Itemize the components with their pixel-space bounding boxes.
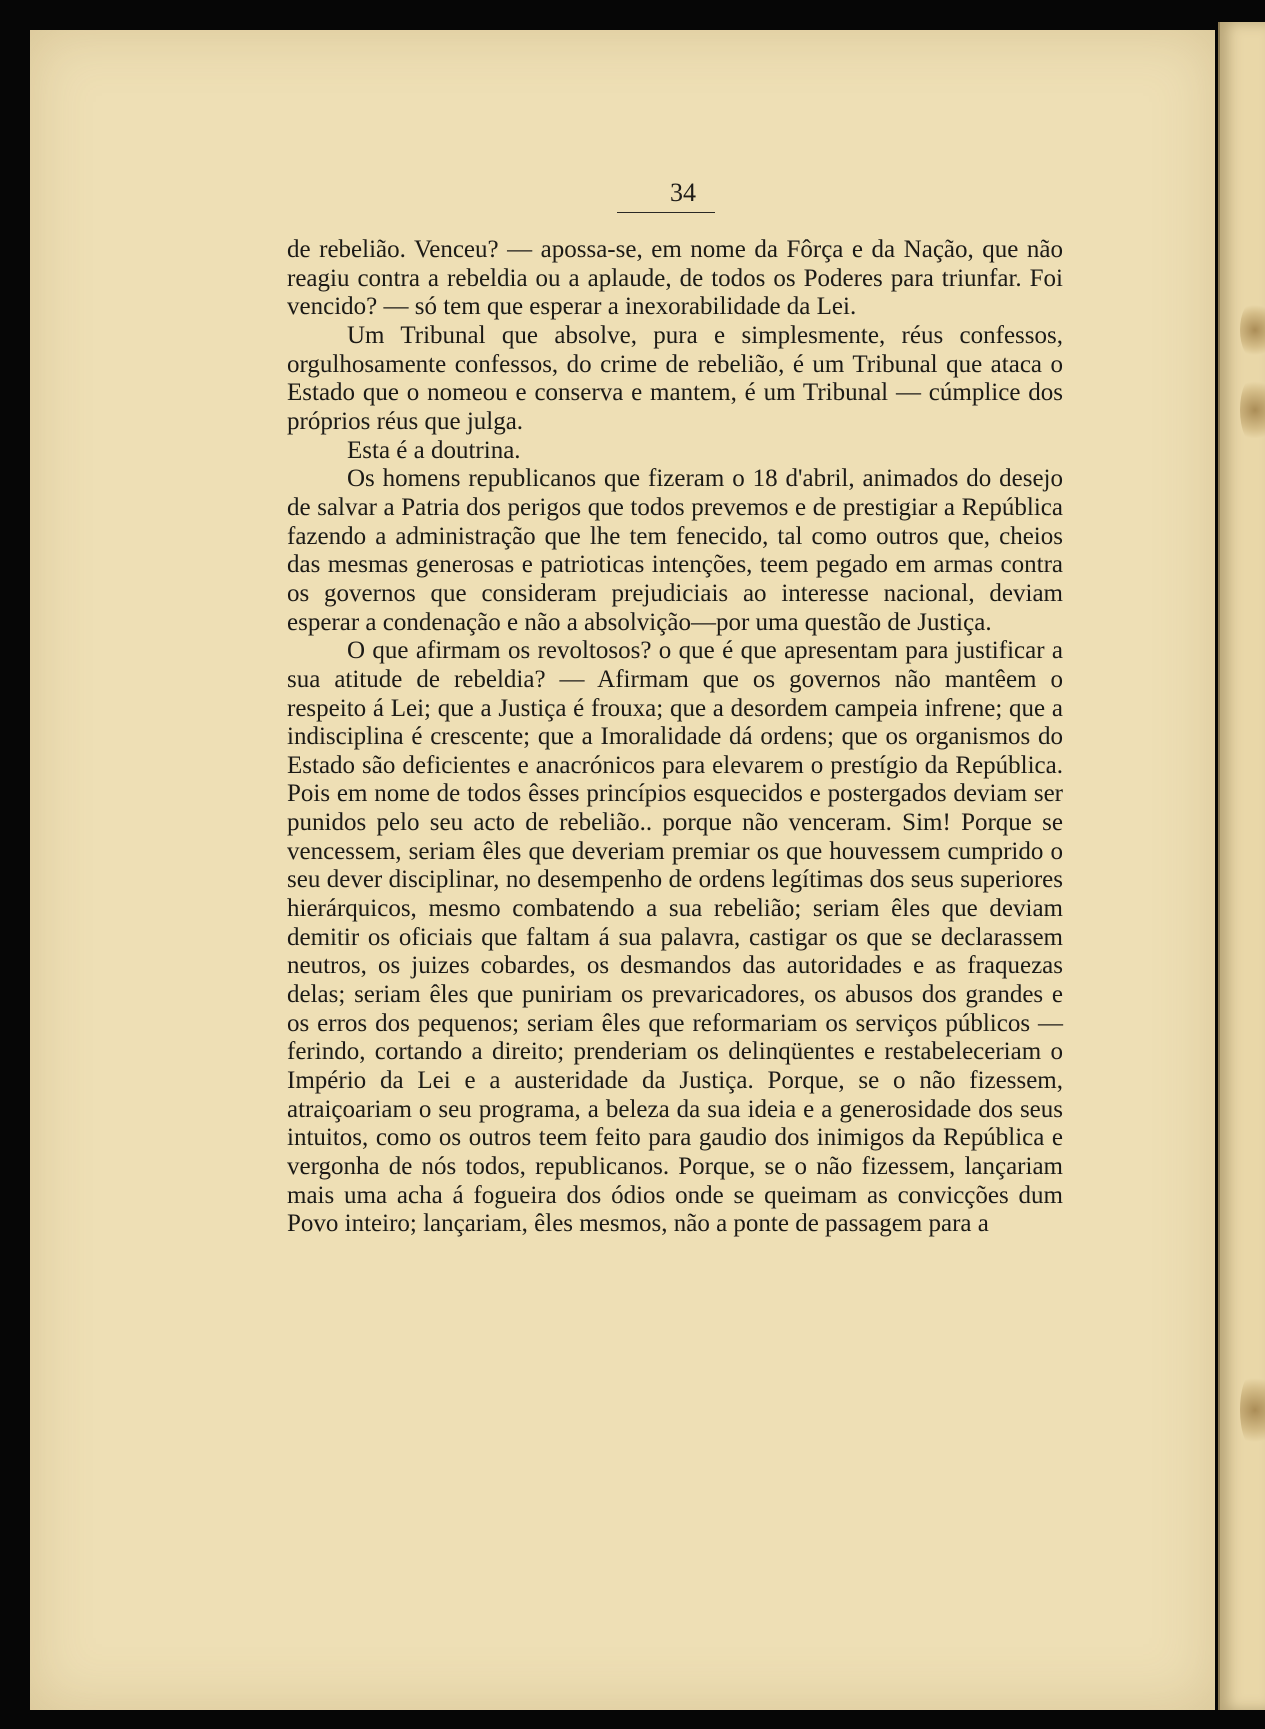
paragraph: O que afirmam os revoltosos? o que é que apresentam para justificar a sua atitude de rebeldia? — Afirmam que os governos não mantêem o respeito á Lei; que a Justiça é frouxa; que a desordem campeia infrene; que a indisciplina é crescente; que a Imoralidade dá ordens; que os organismos do Estado são deficientes e anacrónicos para elevarem o prestígio da República. Pois em nome de todos êsses princípios esquecidos e postergados deviam ser punidos pelo seu acto de rebelião.. porque não venceram. Sim! Porque se vencessem, seriam êles que deveriam premiar os que houvessem cumprido o seu dever disciplinar, no desempenho de ordens legítimas dos seus superiores hierárquicos, mesmo combatendo a sua rebelião; seriam êles que deviam demitir os oficiais que faltam á sua palavra, castigar os que se declarassem neutros, os juizes cobardes, os desmandos das autoridades e as fraquezas delas; seriam êles que puniriam os prevaricadores, os abusos dos grandes e os erros dos pequenos; seriam êles que reformariam os serviços públicos — ferindo, cortando a direito; prenderiam os delinqüentes e restabeleceriam o Império da Lei e a austeridade da Justiça. Porque, se o não fizessem, atraiçoariam o seu programa, a beleza da sua ideia e a generosidade dos seus intuitos, como os outros teem feito para gaudio dos inimigos da República e vergonha de nós todos, republicanos. Porque, se o não fizessem, lançariam mais uma acha á fogueira dos ódios onde se queimam as convicções dum Povo inteiro; lançariam, êles mesmos, não a ponte de passagem para a: [287, 637, 1063, 1238]
stain-spot: [1240, 375, 1265, 445]
body-text: [287, 236, 1063, 1239]
paragraph: Um Tribunal que absolve, pura e simplesmente, réus confessos, orgulhosamente confessos, do crime de rebelião, é um Tribunal que ataca o Estado que o nomeou e conserva e mantem, é um Tribunal — cúmplice dos próprios réus que julga.: [287, 321, 1063, 435]
page-number: 34: [670, 178, 696, 207]
adjacent-page-edge: [1218, 22, 1265, 1710]
paragraph: Os homens republicanos que fizeram o 18 d'abril, animados do desejo de salvar a Patria dos perigos que todos prevemos e de prestigiar a República fazendo a administração que lhe tem fenecido, tal como outros que, cheios das mesmas generosas e patrioticas intenções, teem pegado em armas contra os governos que consideram prejudiciais ao interesse nacional, deviam esperar a condenação e não a absolvição—por uma questão de Justiça.: [287, 465, 1063, 636]
paragraph-continuation: de rebelião. Venceu? — apossa-se, em nome da Fôrça e da Nação, que não reagiu contra a rebeldia ou a aplaude, de todos os Poderes para triunfar. Foi vencido? — só tem que esperar a inexorabilidade da Lei.: [287, 236, 1063, 321]
stain-spot: [1240, 300, 1265, 360]
paragraph: Esta é a doutrina.: [347, 436, 521, 464]
stain-spot: [1240, 1370, 1265, 1450]
page-number-rule: [617, 212, 715, 213]
